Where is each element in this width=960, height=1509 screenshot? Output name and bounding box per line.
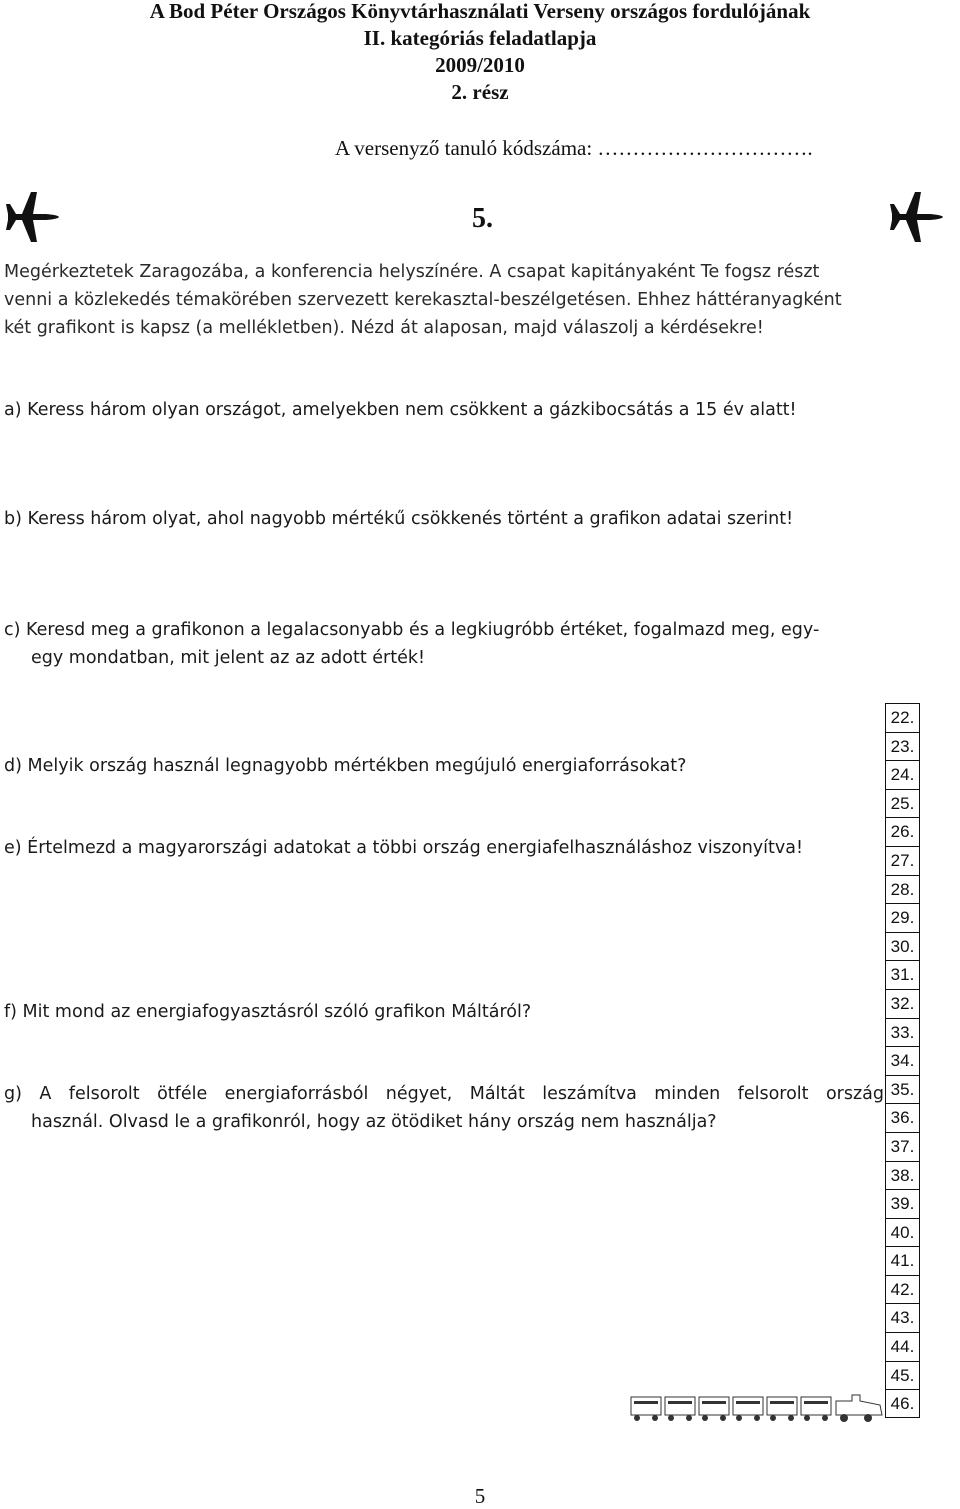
answer-number-cell: 43.	[886, 1303, 919, 1332]
airplane-icon	[6, 190, 60, 244]
header-line-4: 2. rész	[451, 80, 509, 104]
answer-number-cell: 28.	[886, 875, 919, 904]
answer-number-cell: 36.	[886, 1103, 919, 1132]
question-a: a) Keress három olyan országot, amelyekben nem csökkent a gázkibocsátás a 15 év alatt!	[4, 400, 797, 420]
code-label: A versenyző tanuló kódszáma: ………………………….	[335, 136, 813, 160]
answer-number-cell: 42.	[886, 1275, 919, 1304]
answer-number-cell: 29.	[886, 903, 919, 932]
question-c-line-2: egy mondatban, mit jelent az az adott érték!	[31, 648, 425, 668]
answer-number-cell: 44.	[886, 1332, 919, 1361]
answer-number-cell: 40.	[886, 1218, 919, 1247]
answer-number-column	[885, 703, 920, 1418]
answer-number-cell: 34.	[886, 1046, 919, 1075]
answer-number-cell: 30.	[886, 932, 919, 961]
answer-number-cell: 31.	[886, 960, 919, 989]
question-g-line-1: g) A felsorolt ötféle energiaforrásból négyet, Máltát leszámítva minden felsorolt ország	[4, 1084, 884, 1104]
header-line-2: II. kategóriás feladatlapja	[363, 26, 597, 50]
answer-number-cell: 22.	[886, 703, 919, 732]
question-g	[4, 1080, 884, 1136]
answer-number-cell: 35.	[886, 1075, 919, 1104]
intro-line-3: két grafikont is kapsz (a mellékletben). Nézd át alaposan, majd válaszolj a kérdésekre!	[4, 318, 764, 338]
page-number: 5	[474, 1484, 486, 1508]
answer-number-cell: 39.	[886, 1189, 919, 1218]
answer-number-cell: 32.	[886, 989, 919, 1018]
answer-number-cell: 26.	[886, 817, 919, 846]
question-c-line-1: c) Keresd meg a grafikonon a legalacsonyabb és a legkiugróbb értéket, fogalmazd meg, egy-	[4, 620, 820, 640]
answer-number-cell: 24.	[886, 760, 919, 789]
header-line-1: A Bod Péter Országos Könyvtárhasználati Verseny országos fordulójának	[149, 0, 811, 23]
answer-number-cell: 41.	[886, 1246, 919, 1275]
question-e: e) Értelmezd a magyarországi adatokat a többi ország energiafelhasználáshoz viszonyítva!	[4, 838, 803, 858]
header-line-3: 2009/2010	[435, 53, 525, 77]
question-c	[4, 616, 819, 672]
question-f: f) Mit mond az energiafogyasztásról szóló grafikon Máltáról?	[4, 1002, 532, 1022]
intro-line-1: Megérkeztetek Zaragozába, a konferencia helyszínére. A csapat kapitányaként Te fogsz részt	[4, 262, 820, 282]
answer-number-cell: 27.	[886, 846, 919, 875]
answer-number-cell: 37.	[886, 1132, 919, 1161]
answer-number-cell: 25.	[886, 789, 919, 818]
train-icon	[630, 1393, 886, 1423]
intro-line-2: venni a közlekedés témakörében szervezett kerekasztal-beszélgetésen. Ehhez háttéranyagként	[4, 290, 842, 310]
answer-number-cell: 23.	[886, 732, 919, 761]
question-b: b) Keress három olyat, ahol nagyobb mértékű csökkenés történt a grafikon adatai szerint!	[4, 509, 794, 529]
answer-number-cell: 33.	[886, 1018, 919, 1047]
airplane-icon	[890, 190, 944, 244]
answer-number-cell: 46.	[886, 1389, 919, 1418]
question-d: d) Melyik ország használ legnagyobb mértékben megújuló energiaforrásokat?	[4, 756, 687, 776]
answer-number-cell: 45.	[886, 1361, 919, 1390]
question-g-line-2: használ. Olvasd le a grafikonról, hogy az ötödiket hány ország nem használja?	[31, 1112, 717, 1132]
answer-number-cell: 38.	[886, 1161, 919, 1190]
section-number: 5.	[472, 203, 493, 234]
